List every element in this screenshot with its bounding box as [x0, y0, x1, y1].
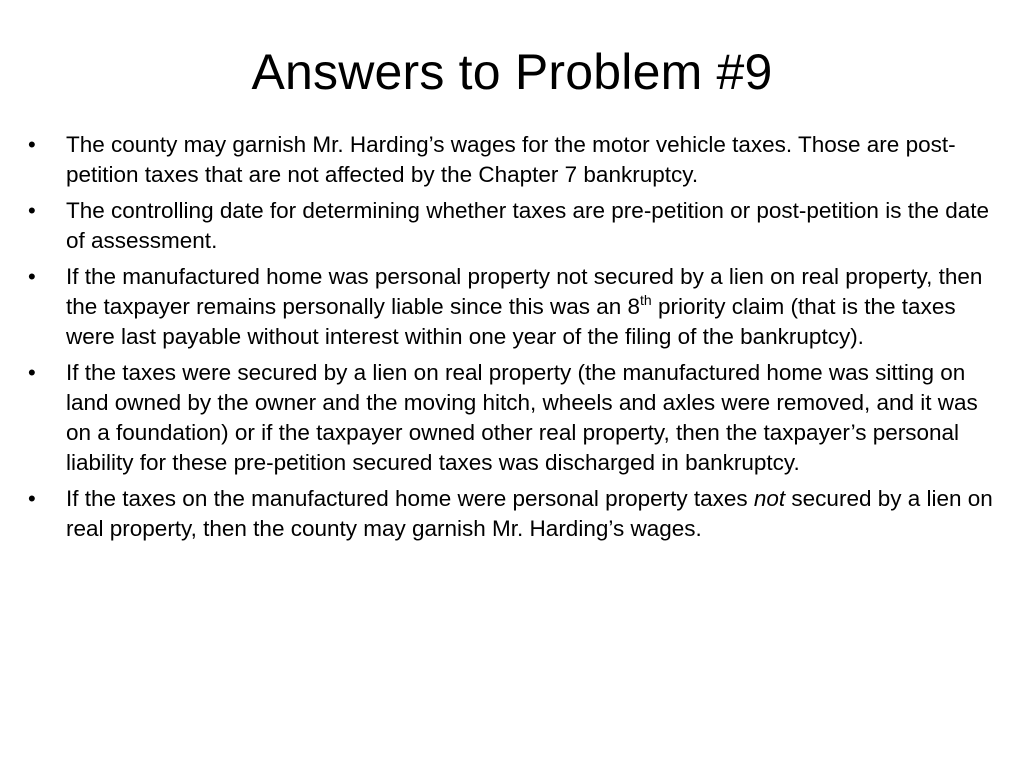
- bullet-text-after: secured by a lien on real property, then the county may garnish Mr. Harding’s wages.: [66, 486, 993, 541]
- bullet-item-controlling-date: [28, 196, 1008, 256]
- bullet-text: The county may garnish Mr. Harding’s wages for the motor vehicle taxes. Those are post-petition taxes that are not affected by the Chapter 7 bankruptcy.: [66, 132, 956, 187]
- bullet-icon: [28, 262, 48, 292]
- bullet-icon: [28, 484, 48, 514]
- slide-title: Answers to Problem #9: [251, 44, 773, 100]
- bullet-item-secured-taxes-discharged: [28, 358, 1008, 478]
- bullet-icon: [28, 130, 48, 160]
- bullet-text: The controlling date for determining whether taxes are pre-petition or post-petition is the date of assessment.: [66, 198, 990, 253]
- bullet-item-not-secured-garnish: [28, 484, 1008, 544]
- bullet-list: [28, 130, 1008, 550]
- ordinal-superscript: th: [640, 292, 652, 308]
- bullet-item-personal-property-liability: [28, 262, 1008, 352]
- bullet-text: If the taxes were secured by a lien on real property (the manufactured home was sitting on land owned by the owner and the moving hitch, wheels and axles were removed, and it was on a foundation) or if the taxpayer owned other real property, then the taxpayer’s personal liability for these pre-petition secured taxes was discharged in bankruptcy.: [66, 360, 978, 475]
- bullet-text-before: If the taxes on the manufactured home were personal property taxes: [66, 486, 754, 511]
- bullet-icon: [28, 358, 48, 388]
- bullet-item-garnish-motor-vehicle: [28, 130, 1008, 190]
- bullet-text-after: priority claim (that is the taxes were last payable without interest within one year of the filing of the bankruptcy).: [66, 294, 956, 349]
- bullet-text-before: If the manufactured home was personal property not secured by a lien on real property, then the taxpayer remains personally liable since this was an 8: [66, 264, 983, 319]
- bullet-icon: [28, 196, 48, 226]
- emphasis-text: not: [753, 486, 786, 511]
